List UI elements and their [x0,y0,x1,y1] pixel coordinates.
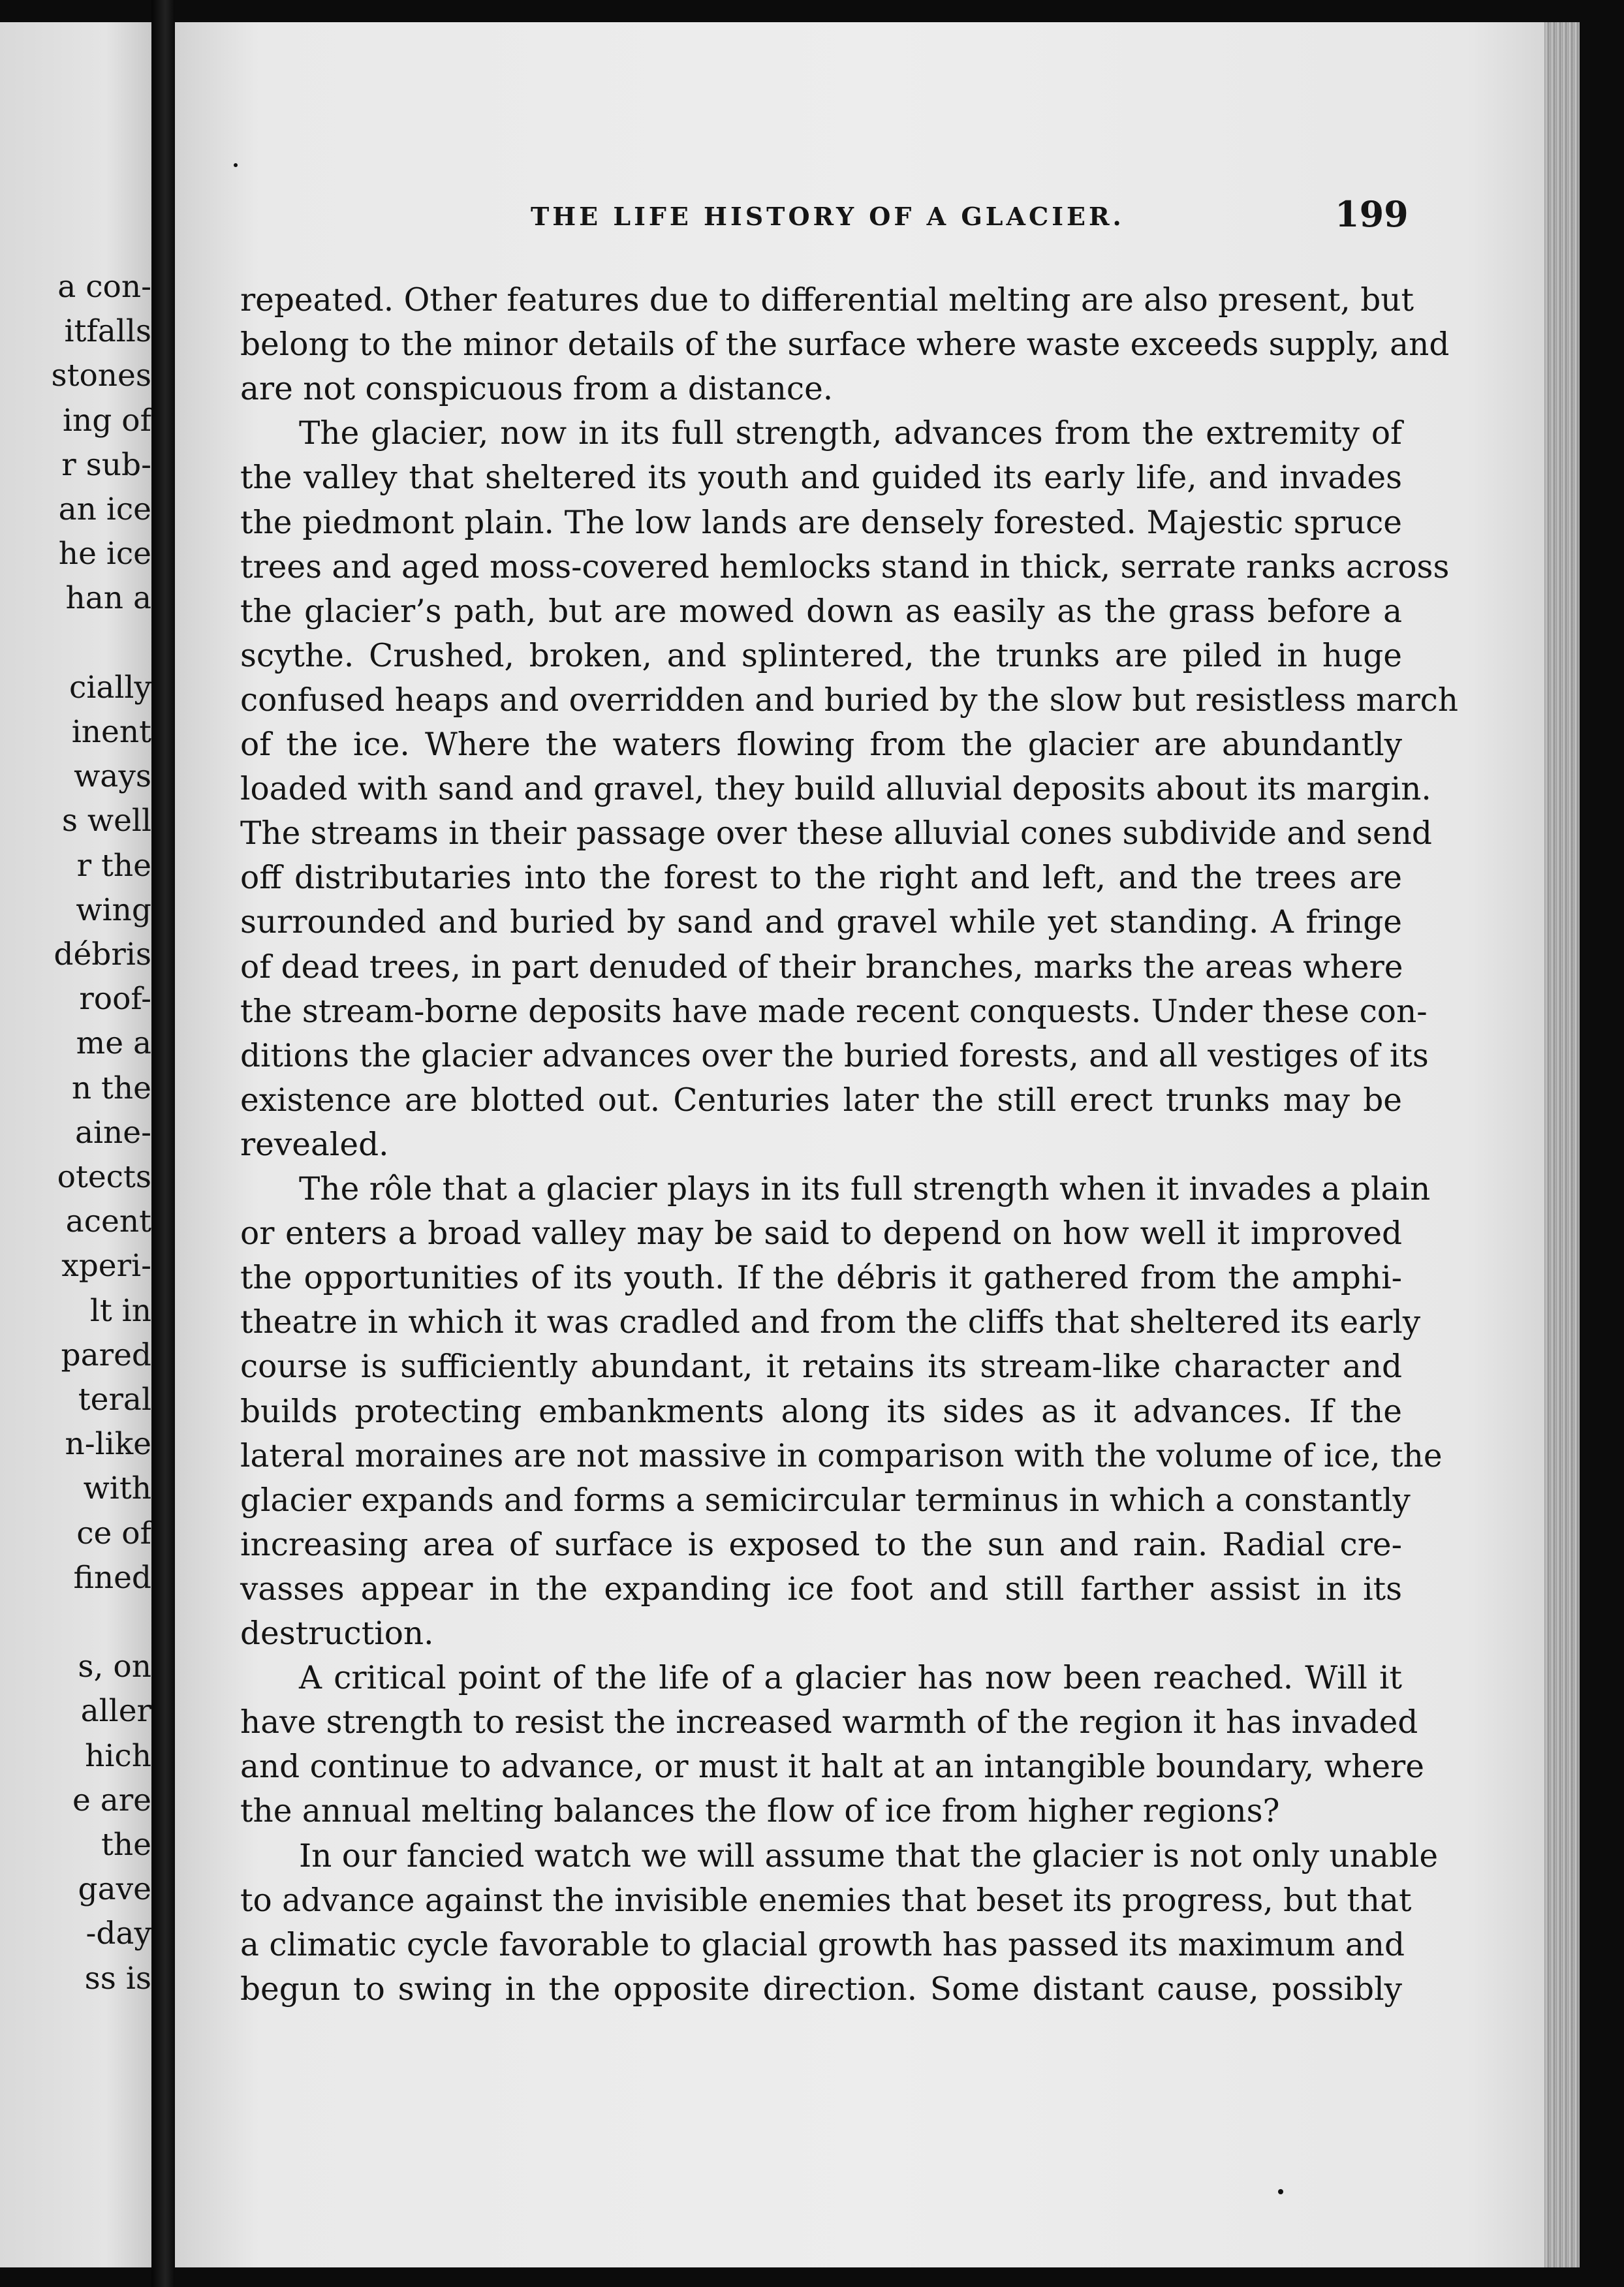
text-line: the stream-borne deposits have made recent conquests. Under these con- [240,993,1428,1030]
text-line: destruction. [240,1615,434,1652]
facing-page-line: gave [78,1871,151,1908]
facing-page-line: xperi- [61,1248,151,1284]
text-line: loaded with sand and gravel, they build alluvial deposits about its margin. [240,771,1431,808]
text-line: ditions the glacier advances over the buried forests, and all vestiges of its [240,1037,1429,1074]
facing-page-line: fined [73,1559,151,1596]
facing-page-line: stones [51,358,151,394]
facing-page-line: pared [61,1337,151,1373]
facing-page-line: -day [86,1916,151,1952]
text-line: of dead trees, in part denuded of their branches, marks the areas where [240,948,1403,986]
text-line: confused heaps and overridden and buried by the slow but resistless march [240,681,1459,719]
text-line: lateral moraines are not massive in comparison with the volume of ice, the [240,1437,1443,1474]
text-line: off distributaries into the forest to the right and left, and the trees are [240,860,1402,897]
facing-page-line: inent [71,714,151,750]
page-number: 199 [1335,193,1409,235]
text-line: revealed. [240,1126,389,1163]
text-line: scythe. Crushed, broken, and splintered, the trunks are piled in huge [240,637,1402,674]
text-line: are not conspicuous from a distance. [240,371,834,408]
facing-page-line: roof- [79,981,151,1018]
facing-page-line: he ice [58,536,151,572]
facing-page-line: han a [65,580,151,617]
facing-page-line: an ice [58,491,151,527]
facing-page-line: n-like [65,1426,151,1463]
book-gutter [151,0,175,2287]
text-line: begun to swing in the opposite direction. Some distant cause, possibly [240,1970,1402,2008]
text-line: to advance against the invisible enemies that beset its progress, but that [240,1882,1412,1919]
text-line: The streams in their passage over these alluvial cones subdivide and send [240,815,1432,852]
text-line: builds protecting embankments along its sides as it advances. If the [240,1393,1402,1430]
facing-page-line: the [101,1827,151,1863]
facing-page-line [0,624,151,663]
facing-page-line: cially [69,669,151,706]
facing-page-line: teral [78,1382,151,1418]
facing-page-line: aine- [74,1114,151,1151]
text-line: existence are blotted out. Centuries later the still erect trunks may be [240,1081,1402,1119]
facing-page-line: s well [61,803,151,839]
facing-page-line: ways [74,758,151,795]
facing-page-line: s, on [78,1649,151,1685]
ink-speck [234,163,238,167]
text-line: In our fancied watch we will assume that the glacier is not only unable [299,1837,1439,1875]
text-line: belong to the minor details of the surface where waste exceeds supply, and [240,326,1450,364]
text-line: of the ice. Where the waters flowing from the glacier are abundantly [240,726,1402,763]
facing-page-line: r sub- [61,446,151,483]
facing-page-line: r the [76,847,151,884]
text-line: surrounded and buried by sand and gravel while yet standing. A fringe [240,904,1402,941]
text-line: vasses appear in the expanding ice foot and still farther assist in its [240,1570,1402,1608]
text-line: the opportunities of its youth. If the débris it gathered from the amphi- [240,1260,1402,1297]
facing-page-line: ce of [76,1515,151,1551]
facing-page [0,22,151,2267]
text-line: or enters a broad valley may be said to depend on how well it improved [240,1215,1402,1252]
facing-page-line: débris [54,937,151,972]
facing-page-line: lt in [89,1292,151,1329]
facing-page-line: ss is [84,1960,151,1997]
text-line: theatre in which it was cradled and from the cliffs that sheltered its early [240,1304,1421,1341]
text-line: have strength to resist the increased warmth of the region it has invaded [240,1704,1418,1741]
book-page [175,22,1580,2267]
text-line: repeated. Other features due to differential melting are also present, but [240,282,1414,319]
facing-page-line: itfalls [64,313,151,350]
text-line: the annual melting balances the flow of ice from higher regions? [240,1793,1280,1830]
text-line: a climatic cycle favorable to glacial growth has passed its maximum and [240,1926,1405,1963]
facing-page-line: with [83,1470,151,1507]
text-line: The glacier, now in its full strength, advances from the extremity of [299,415,1402,452]
text-line: The rôle that a glacier plays in its full strength when it invades a plain [299,1171,1431,1207]
text-line: the valley that sheltered its youth and guided its early life, and invades [240,459,1402,497]
text-line: increasing area of surface is exposed to the sun and rain. Radial cre- [240,1526,1402,1563]
facing-page-line: a con- [57,269,151,305]
facing-page-line: n the [71,1070,151,1106]
facing-page-line: aller [80,1693,151,1730]
text-line: trees and aged moss-covered hemlocks stand in thick, serrate ranks across [240,548,1450,585]
facing-page-line: e are [72,1782,151,1818]
facing-page-line: otects [57,1159,151,1195]
ink-speck [1278,2189,1283,2194]
facing-page-line: ing of [62,402,151,439]
running-head-title: THE LIFE HISTORY OF A GLACIER. [531,202,1125,231]
facing-page-line: me a [76,1025,151,1062]
text-line: course is sufficiently abundant, it retains its stream-like character and [240,1348,1402,1386]
facing-page-line: wing [76,892,151,928]
facing-page-line: hich [85,1737,151,1774]
page-edge [1544,22,1580,2267]
text-line: the glacier’s path, but are mowed down as easily as the grass before a [240,593,1402,630]
facing-page-line: acent [65,1204,151,1240]
text-line: A critical point of the life of a glacier has now been reached. Will it [299,1660,1402,1697]
text-line: and continue to advance, or must it halt at an intangible boundary, where [240,1749,1424,1786]
text-line: glacier expands and forms a semicircular terminus in which a constantly [240,1482,1411,1519]
text-line: the piedmont plain. The low lands are densely forested. Majestic spruce [240,504,1402,541]
facing-page-line [0,1603,151,1642]
